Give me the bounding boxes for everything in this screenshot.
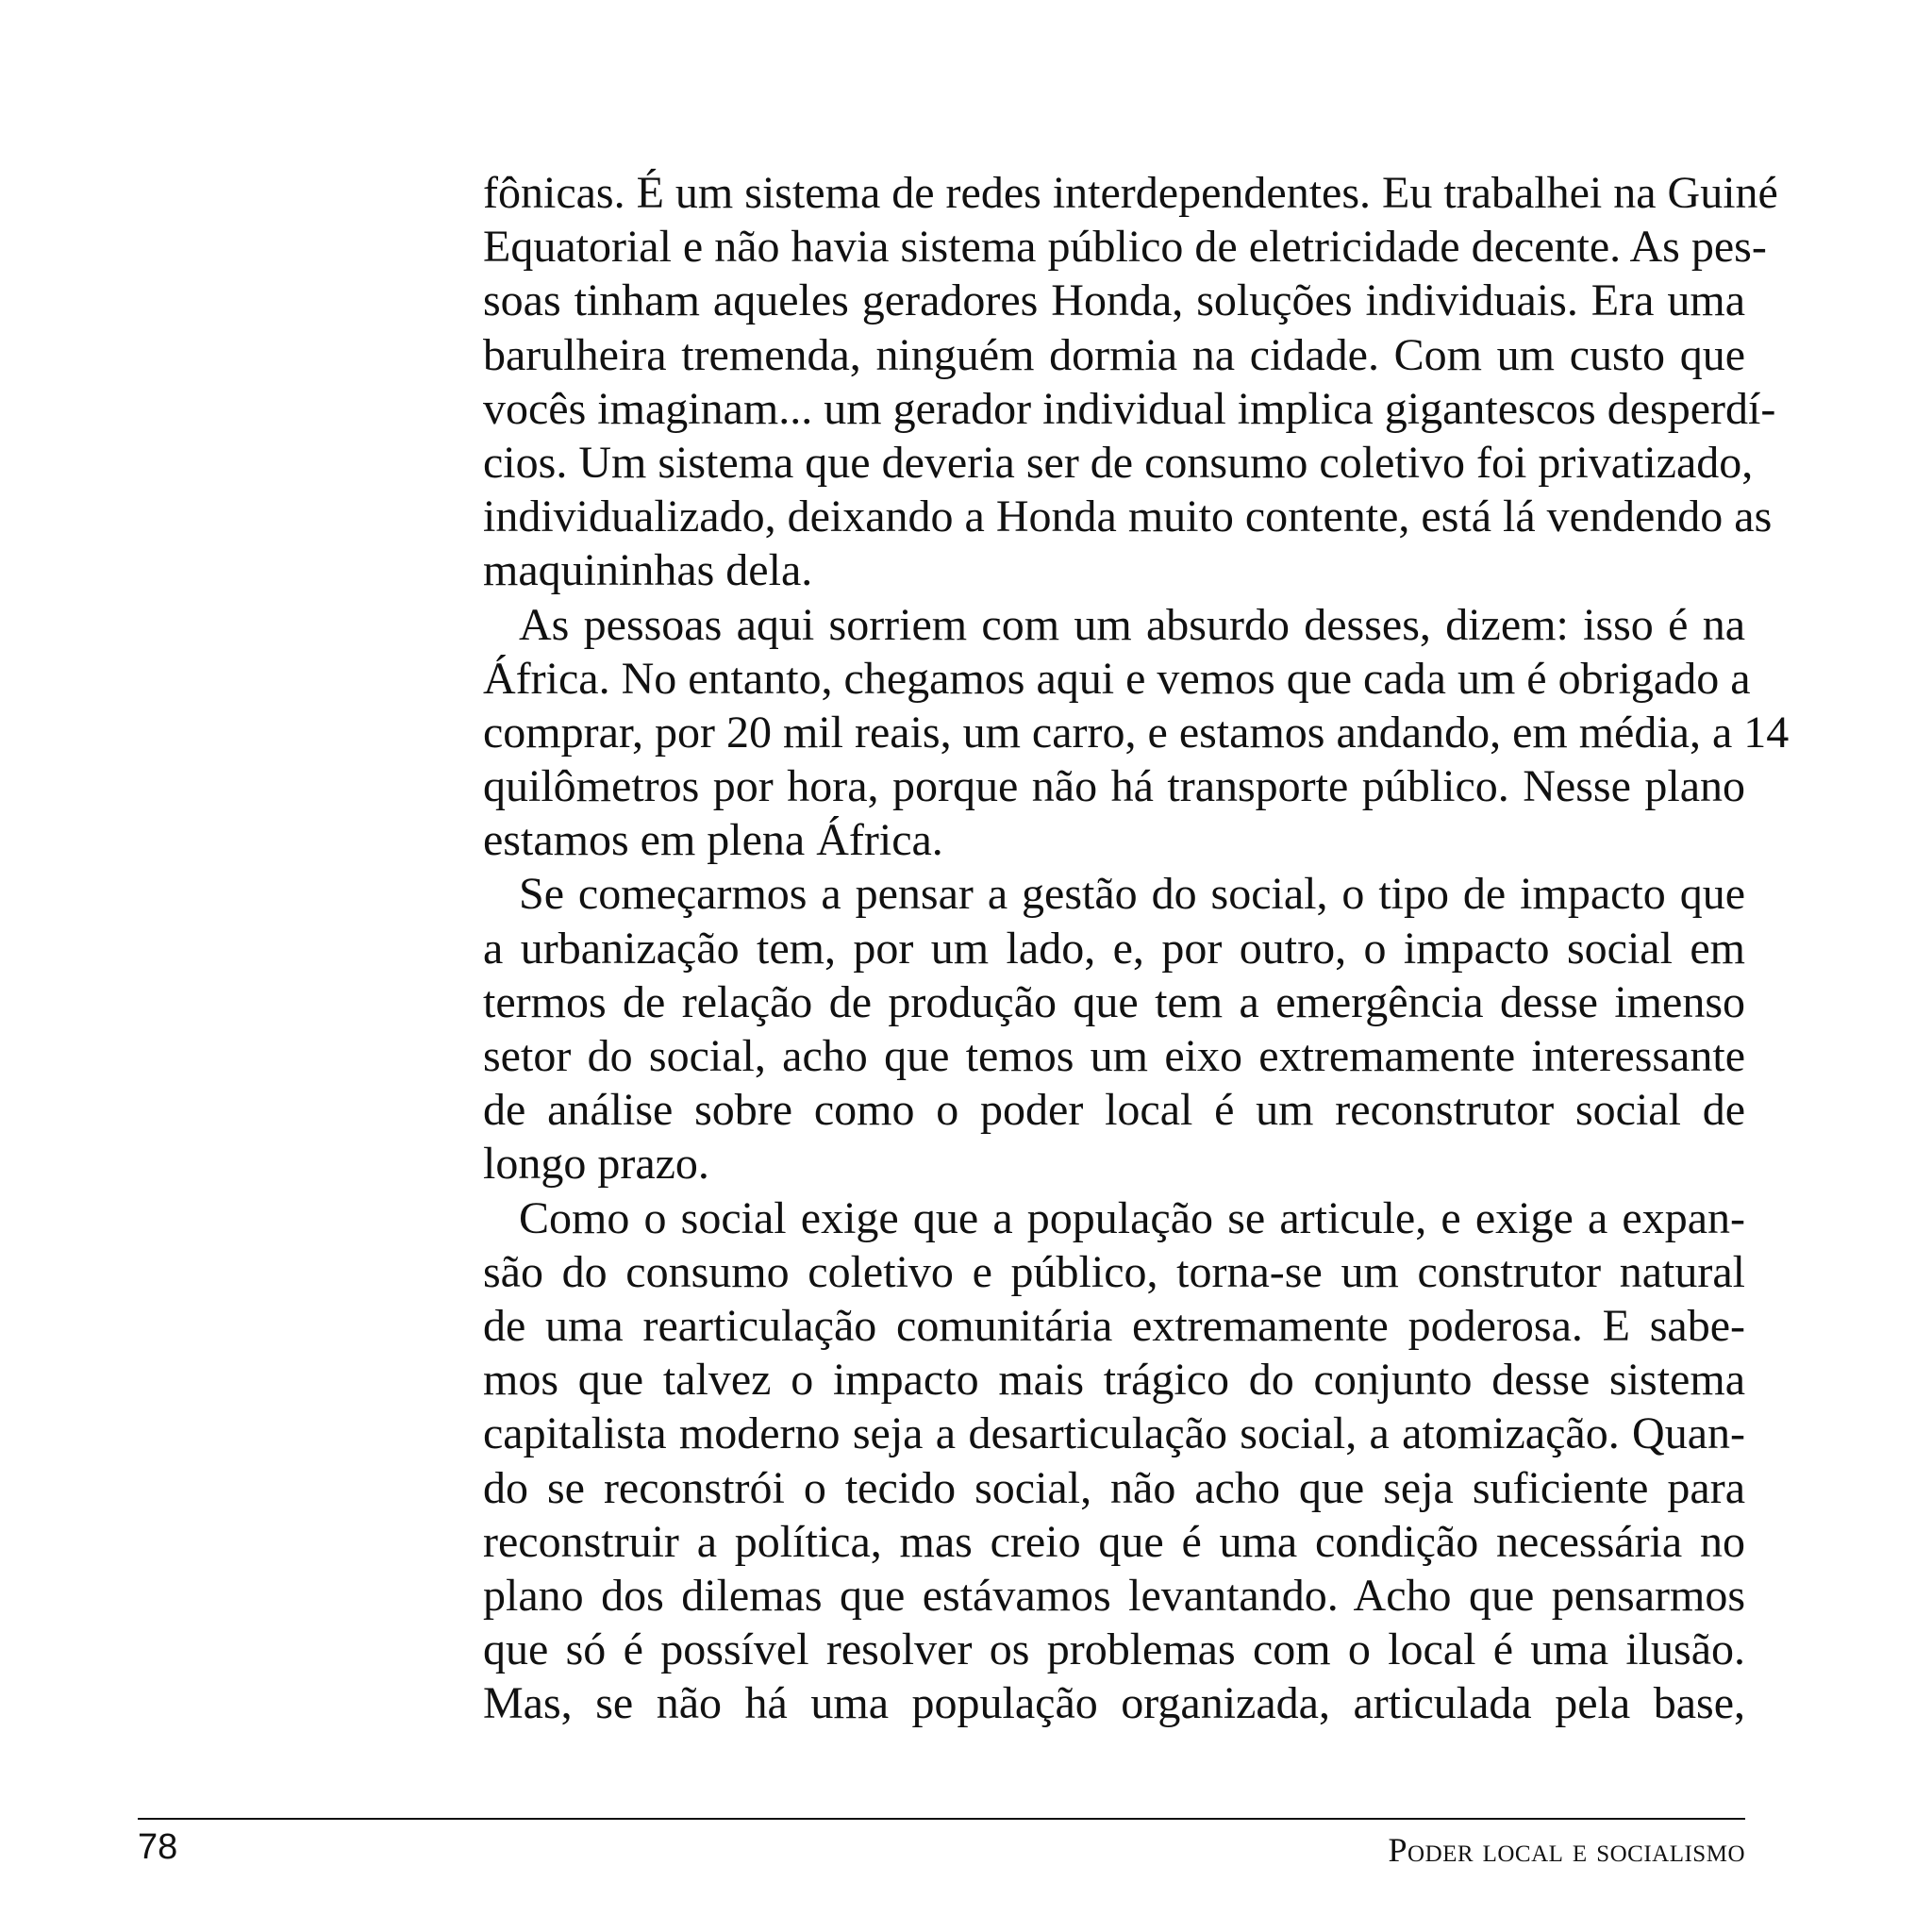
body-text bbox=[483, 166, 1790, 1730]
text-line: quilômetros por hora, porque não há transporte público. Nesse plano bbox=[483, 761, 1745, 812]
text-line: longo prazo. bbox=[483, 1139, 709, 1190]
text-line: reconstruir a política, mas creio que é uma condição necessária no bbox=[483, 1516, 1745, 1567]
text-line: África. No entanto, chegamos aqui e vemos que cada um é obrigado a bbox=[483, 653, 1751, 704]
text-line: maquininhas dela. bbox=[483, 545, 813, 596]
footer-divider bbox=[138, 1818, 1745, 1820]
text-line: setor do social, acho que temos um eixo extremamente interessante bbox=[483, 1031, 1745, 1081]
text-line: estamos em plena África. bbox=[483, 815, 943, 866]
text-line: barulheira tremenda, ninguém dormia na cidade. Com um custo que bbox=[483, 329, 1745, 380]
text-line: a urbanização tem, por um lado, e, por outro, o impacto social em bbox=[483, 923, 1745, 974]
paragraph-first-line: As pessoas aqui sorriem com um absurdo desses, dizem: isso é na bbox=[519, 599, 1745, 650]
text-line: do se reconstrói o tecido social, não acho que seja suficiente para bbox=[483, 1462, 1745, 1513]
text-line: soas tinham aqueles geradores Honda, soluções individuais. Era uma bbox=[483, 275, 1745, 326]
paragraph-first-line: Como o social exige que a população se articule, e exige a expan- bbox=[519, 1192, 1745, 1243]
running-title: Poder local e socialismo bbox=[1388, 1831, 1745, 1869]
page-number: 78 bbox=[138, 1827, 178, 1867]
text-line: que só é possível resolver os problemas com o local é uma ilusão. bbox=[483, 1624, 1745, 1675]
text-line: Mas, se não há uma população organizada, articulada pela base, bbox=[483, 1678, 1745, 1729]
paragraph-first-line: Se começarmos a pensar a gestão do social, o tipo de impacto que bbox=[519, 869, 1745, 920]
text-line: comprar, por 20 mil reais, um carro, e estamos andando, em média, a 14 bbox=[483, 707, 1790, 758]
text-line: plano dos dilemas que estávamos levantando. Acho que pensarmos bbox=[483, 1570, 1745, 1621]
text-line: de análise sobre como o poder local é um reconstrutor social de bbox=[483, 1085, 1745, 1136]
text-line: fônicas. É um sistema de redes interdependentes. Eu trabalhei na Guiné bbox=[483, 168, 1778, 218]
text-line: são do consumo coletivo e público, torna-se um construtor natural bbox=[483, 1246, 1745, 1297]
text-line: cios. Um sistema que deveria ser de consumo coletivo foi privatizado, bbox=[483, 437, 1754, 488]
text-line: individualizado, deixando a Honda muito contente, está lá vendendo as bbox=[483, 491, 1773, 542]
text-line: Equatorial e não havia sistema público de eletricidade decente. As pes- bbox=[483, 222, 1767, 273]
text-line: termos de relação de produção que tem a emergência desse imenso bbox=[483, 976, 1745, 1027]
text-line: capitalista moderno seja a desarticulação social, a atomização. Quan- bbox=[483, 1408, 1745, 1459]
text-line: mos que talvez o impacto mais trágico do conjunto desse sistema bbox=[483, 1355, 1745, 1406]
text-line: de uma rearticulação comunitária extremamente poderosa. E sabe- bbox=[483, 1300, 1745, 1351]
text-line: vocês imaginam... um gerador individual implica gigantescos desperdí- bbox=[483, 383, 1776, 434]
